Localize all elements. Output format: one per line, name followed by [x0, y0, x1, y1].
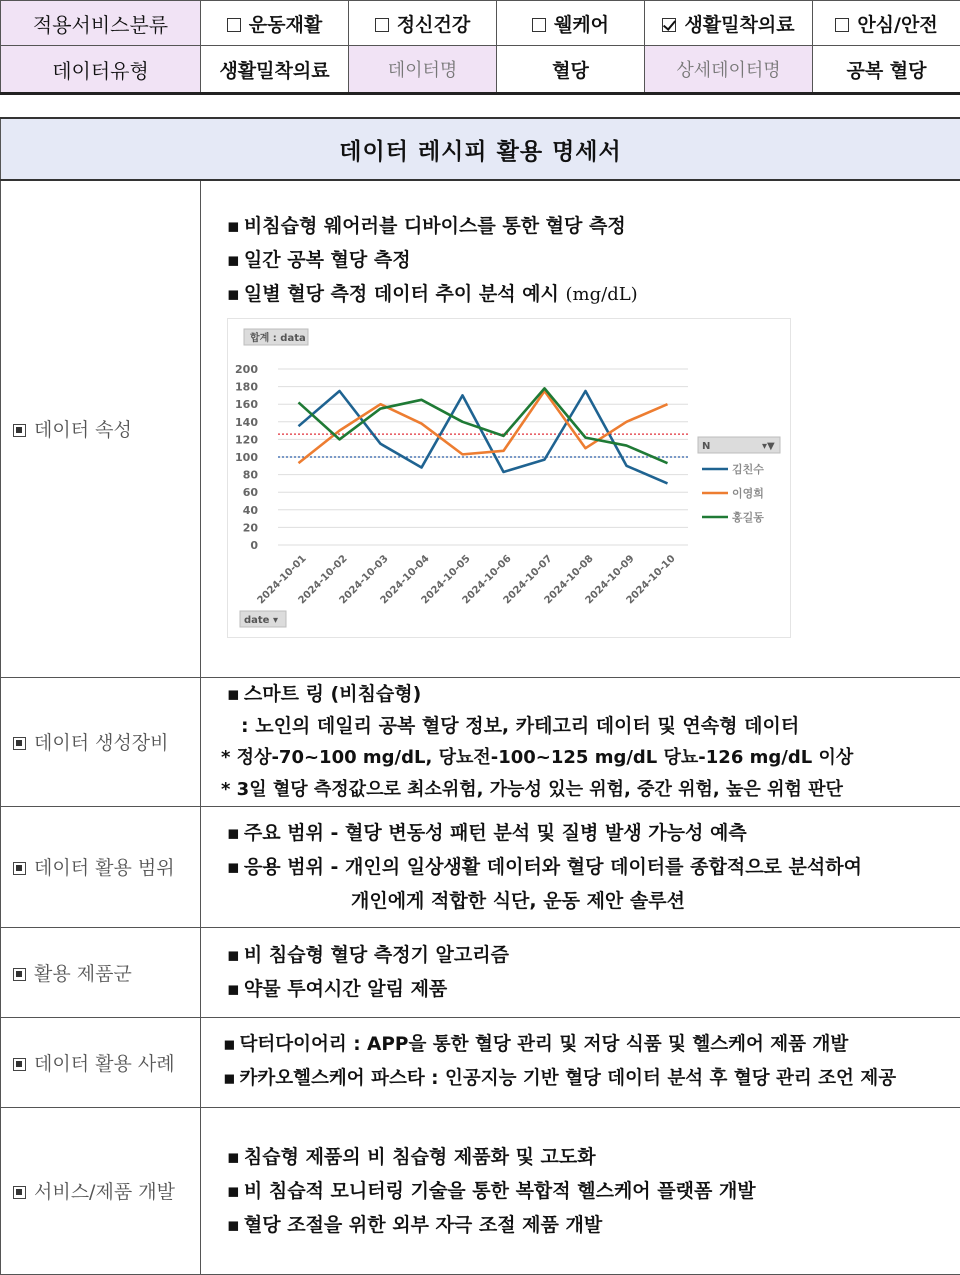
development-content: [201, 1107, 960, 1275]
row-label-attributes: 데이터 속성: [1, 180, 201, 677]
data-name-value: 혈당: [497, 46, 645, 94]
x-tick-label: 2024-10-09: [583, 553, 637, 607]
detail-data-name-header: 상세데이터명: [645, 46, 813, 94]
device-note-thresholds: * 정상-70~100 mg/dL, 당뇨전-100~125 mg/dL 당뇨-126 mg/dL 이상: [221, 746, 854, 768]
device-content: [201, 677, 960, 806]
legend-title: N: [702, 441, 711, 453]
y-tick-label: 100: [235, 451, 258, 465]
y-tick-label: 200: [235, 363, 258, 377]
axis-button-label: date ▾: [244, 615, 278, 627]
attribute-line: ▪ 비침습형 웨어러블 디바이스를 통한 혈당 측정: [227, 209, 960, 243]
product-line: ▪ 약물 투여시간 알림 제품: [227, 972, 960, 1006]
checkbox-icon[interactable]: [835, 18, 849, 32]
row-label-cases: 데이터 활용 사례: [1, 1017, 201, 1107]
option-mental-health[interactable]: 정신건강: [349, 1, 497, 46]
spec-title: 데이터 레시피 활용 명세서: [1, 118, 960, 180]
checkbox-icon[interactable]: [532, 18, 546, 32]
row-label-scope: 데이터 활용 범위: [1, 806, 201, 927]
data-name-header: 데이터명: [349, 46, 497, 94]
square-bullet-icon: [13, 424, 26, 437]
x-tick-label: 2024-10-10: [624, 553, 678, 607]
cases-content: [201, 1017, 960, 1107]
series-line: [299, 391, 668, 483]
data-type-header: 데이터유형: [1, 46, 201, 94]
device-description: : 노인의 데일리 공복 혈당 정보, 카테고리 데이터 및 연속형 데이터: [241, 714, 800, 737]
scope-line: ▪ 주요 범위 - 혈당 변동성 패턴 분석 및 질병 발생 가능성 예측: [227, 816, 960, 850]
x-tick-label: 2024-10-07: [501, 553, 555, 607]
service-category-header: 적용서비스분류: [1, 1, 201, 46]
field-button-label: 합계 : data: [250, 333, 306, 345]
legend-label: 홍길동: [732, 511, 764, 525]
scope-line: ▪ 응용 범위 - 개인의 일상생활 데이터와 혈당 데이터를 종합적으로 분석하여: [227, 850, 960, 884]
option-exercise-rehab[interactable]: 운동재활: [201, 1, 349, 46]
option-safety[interactable]: 안심/안전: [813, 1, 960, 46]
case-line: ▪ 카카오헬스케어 파스타 : 인공지능 기반 혈당 데이터 분석 후 혈당 관리 조언 제공: [223, 1062, 960, 1096]
attribute-line-with-unit: ▪ 일별 혈당 측정 데이터 추이 분석 예시 (mg/dL): [227, 277, 960, 312]
development-line: ▪ 혈당 조절을 위한 외부 자극 조절 제품 개발: [227, 1208, 960, 1242]
row-label-development: 서비스/제품 개발: [1, 1107, 201, 1275]
detail-data-name-value: 공복 혈당: [813, 46, 960, 94]
y-tick-label: 180: [235, 380, 258, 394]
attributes-content: [201, 180, 960, 677]
square-bullet-icon: [13, 1058, 26, 1071]
x-tick-label: 2024-10-08: [542, 553, 596, 607]
checkbox-icon[interactable]: [227, 18, 241, 32]
device-note-risk: * 3일 혈당 측정값으로 최소위험, 가능성 있는 위험, 중간 위험, 높은 위험 판단: [221, 778, 843, 800]
legend-label: 김친수: [732, 463, 764, 477]
square-bullet-icon: [13, 1186, 26, 1199]
data-type-value: 생활밀착의료: [201, 46, 349, 94]
device-line: ▪ 스마트 링 (비침습형): [227, 678, 960, 710]
case-line: ▪ 닥터다이어리 : APP을 통한 혈당 관리 및 저당 식품 및 헬스케어 제품 개발: [223, 1028, 960, 1062]
scope-content: [201, 806, 960, 927]
row-label-device: 데이터 생성장비: [1, 677, 201, 806]
x-tick-label: 2024-10-01: [255, 553, 309, 607]
development-line: ▪ 침습형 제품의 비 침습형 제품화 및 고도화: [227, 1140, 960, 1174]
products-content: [201, 927, 960, 1017]
classification-table: [0, 0, 960, 95]
attribute-line: ▪ 일간 공복 혈당 측정: [227, 243, 960, 277]
unit-label: (mg/dL): [565, 284, 638, 306]
row-label-products: 활용 제품군: [1, 927, 201, 1017]
checkbox-icon[interactable]: [375, 18, 389, 32]
y-tick-label: 80: [242, 468, 258, 482]
x-tick-label: 2024-10-04: [378, 553, 432, 607]
spec-table: [0, 117, 960, 1275]
filter-icon: ▾▼: [762, 441, 775, 453]
y-tick-label: 160: [235, 398, 258, 412]
y-tick-label: 120: [235, 433, 258, 447]
x-tick-label: 2024-10-06: [460, 553, 514, 607]
checkbox-checked-icon[interactable]: [662, 18, 676, 32]
y-tick-label: 40: [242, 504, 258, 518]
square-bullet-icon: [13, 862, 26, 875]
scope-line-continued: 개인에게 적합한 식단, 운동 제안 솔루션: [351, 889, 685, 912]
y-tick-label: 140: [235, 416, 258, 430]
x-tick-label: 2024-10-02: [296, 553, 350, 607]
x-tick-label: 2024-10-03: [337, 553, 391, 607]
product-line: ▪ 비 침습형 혈당 측정기 알고리즘: [227, 938, 960, 972]
x-tick-label: 2024-10-05: [419, 553, 473, 607]
development-line: ▪ 비 침습적 모니터링 기술을 통한 복합적 헬스케어 플랫폼 개발: [227, 1174, 960, 1208]
y-tick-label: 20: [242, 521, 258, 535]
legend-label: 이영희: [732, 487, 764, 501]
chart-svg: [228, 319, 790, 637]
glucose-trend-chart: [227, 318, 791, 638]
y-tick-label: 0: [250, 539, 258, 553]
square-bullet-icon: [13, 737, 26, 750]
option-daily-life-medical[interactable]: 생활밀착의료: [645, 1, 813, 46]
square-bullet-icon: [13, 968, 26, 981]
y-tick-label: 60: [242, 486, 258, 500]
option-wellcare[interactable]: 웰케어: [497, 1, 645, 46]
